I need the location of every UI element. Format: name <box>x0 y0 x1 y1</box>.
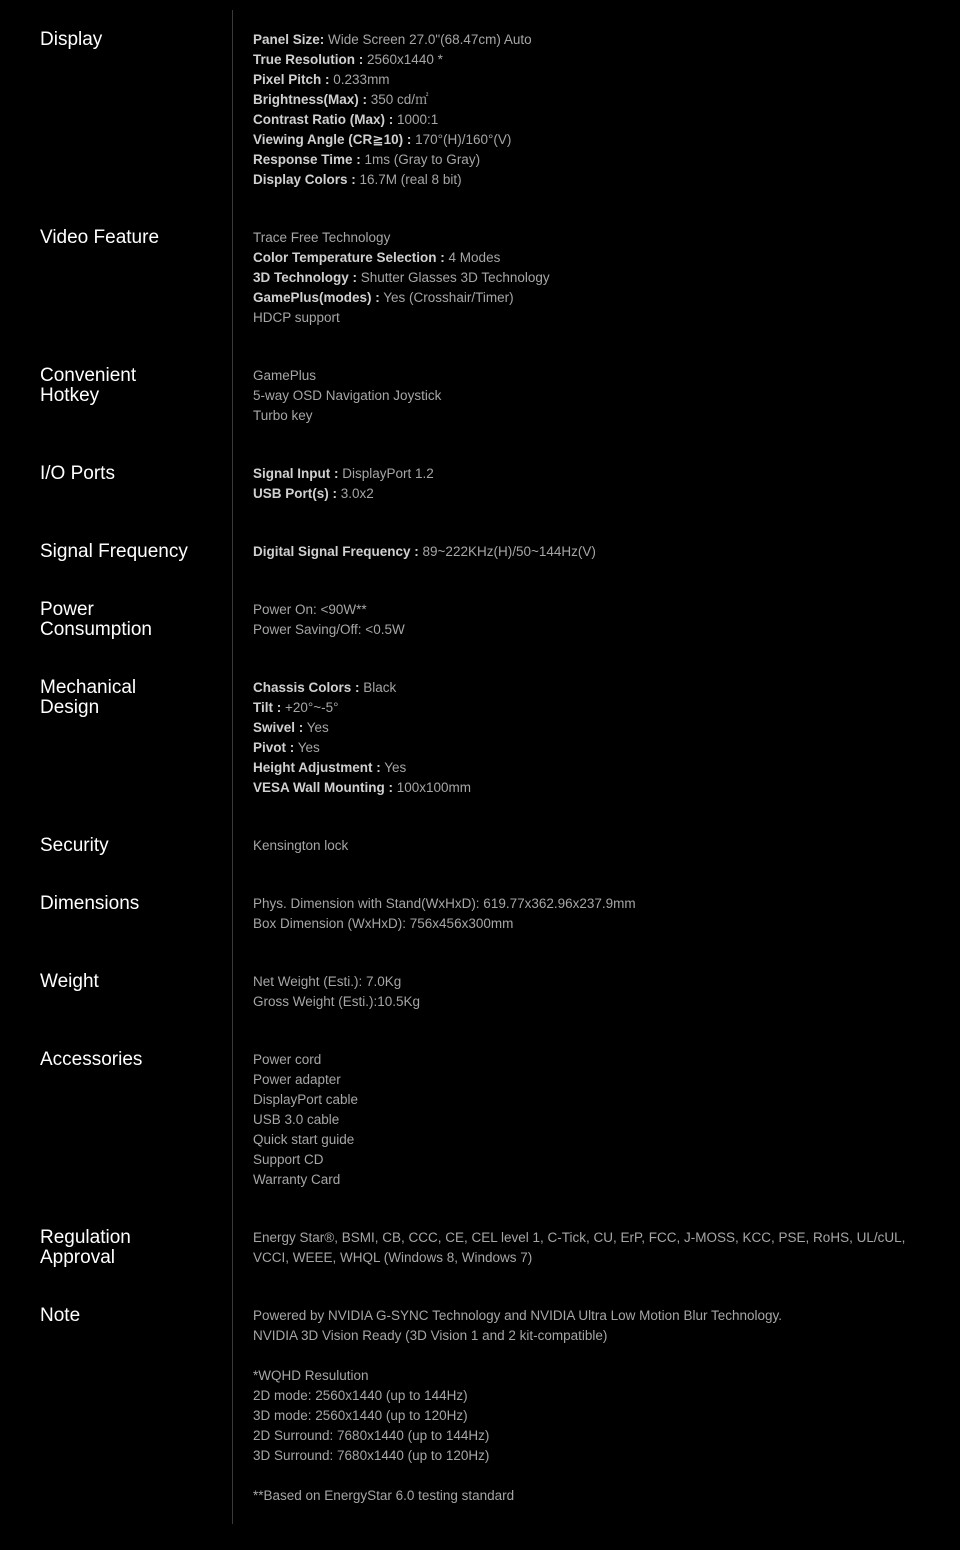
spec-value: Gross Weight (Esti.):10.5Kg <box>253 994 421 1009</box>
spec-value: VCCI, WEEE, WHQL (Windows 8, Windows 7) <box>253 1250 533 1265</box>
spec-values <box>253 1228 913 1268</box>
spec-value: DisplayPort 1.2 <box>338 466 434 481</box>
spec-label <box>40 1228 220 1268</box>
spec-value: Yes (Crosshair/Timer) <box>379 290 514 305</box>
spec-value: Yes <box>380 760 407 775</box>
spec-value: **Based on EnergyStar 6.0 testing standard <box>253 1488 515 1503</box>
spec-label <box>40 600 220 640</box>
spec-key: Display Colors : <box>253 172 356 187</box>
spec-label <box>40 30 220 50</box>
spec-label <box>40 228 220 248</box>
spec-row <box>253 1306 913 1326</box>
spec-value: Power cord <box>253 1052 322 1067</box>
spec-row <box>253 1090 913 1110</box>
spec-key: Brightness(Max) : <box>253 92 368 107</box>
spec-value: Power On: <90W** <box>253 602 367 617</box>
spec-values <box>253 600 913 640</box>
spec-key: USB Port(s) : <box>253 486 337 501</box>
spec-row <box>253 1426 913 1446</box>
spec-row <box>253 1050 913 1070</box>
spec-value: Power adapter <box>253 1072 341 1087</box>
spec-value: Warranty Card <box>253 1172 341 1187</box>
spec-key: Signal Input : <box>253 466 339 481</box>
spec-key: Viewing Angle (CR≧10) : <box>253 132 412 147</box>
spec-row <box>253 70 913 90</box>
spec-value: 3.0x2 <box>337 486 374 501</box>
spec-value: DisplayPort cable <box>253 1092 359 1107</box>
spec-row <box>253 268 913 288</box>
spec-row <box>253 1466 913 1486</box>
spec-row <box>253 170 913 190</box>
spec-value: Energy Star®, BSMI, CB, CCC, CE, CEL level 1, C-Tick, CU, ErP, FCC, J-MOSS, KCC, PSE, RoHS, UL/cUL, <box>253 1230 906 1245</box>
spec-key: Panel Size: <box>253 32 325 47</box>
spec-label-line: Power <box>40 599 94 620</box>
column-divider <box>232 10 233 1524</box>
spec-value: +20°~-5° <box>281 700 339 715</box>
spec-value: Black <box>359 680 397 695</box>
spec-value: Wide Screen 27.0"(68.47cm) Auto <box>324 32 532 47</box>
spec-label <box>40 1050 220 1070</box>
spec-value: Phys. Dimension with Stand(WxHxD): 619.77x362.96x237.9mm <box>253 896 636 911</box>
spec-values <box>253 542 913 562</box>
spec-value: Box Dimension (WxHxD): 756x456x300mm <box>253 916 514 931</box>
spec-label-line: Convenient <box>40 365 137 386</box>
spec-row <box>253 1228 913 1248</box>
spec-row <box>253 288 913 308</box>
spec-key: Height Adjustment : <box>253 760 381 775</box>
spec-label-line: Accessories <box>40 1049 143 1070</box>
spec-key: True Resolution : <box>253 52 364 67</box>
spec-value: Trace Free Technology <box>253 230 391 245</box>
spec-label <box>40 542 220 562</box>
spec-values <box>253 366 913 426</box>
spec-values <box>253 972 913 1012</box>
spec-value: Quick start guide <box>253 1132 355 1147</box>
spec-label-line: Approval <box>40 1247 115 1268</box>
spec-row <box>253 1346 913 1366</box>
spec-row <box>253 1130 913 1150</box>
spec-label-line: Video Feature <box>40 227 160 248</box>
spec-row <box>253 406 913 426</box>
spec-label <box>40 1306 220 1326</box>
spec-key: Chassis Colors : <box>253 680 360 695</box>
spec-label-line: Regulation <box>40 1227 131 1248</box>
spec-label-line: Note <box>40 1305 81 1326</box>
spec-value: Power Saving/Off: <0.5W <box>253 622 405 637</box>
spec-key: Contrast Ratio (Max) : <box>253 112 394 127</box>
spec-key: Pivot : <box>253 740 295 755</box>
spec-values <box>253 464 913 504</box>
spec-row <box>253 1486 913 1506</box>
spec-row <box>253 738 913 758</box>
spec-label <box>40 678 220 718</box>
spec-values <box>253 30 913 190</box>
spec-row <box>253 718 913 738</box>
spec-value: HDCP support <box>253 310 340 325</box>
spec-label-line: Weight <box>40 971 99 992</box>
spec-values <box>253 894 913 934</box>
spec-value: 2D mode: 2560x1440 (up to 144Hz) <box>253 1388 468 1403</box>
spec-value: 3D mode: 2560x1440 (up to 120Hz) <box>253 1408 468 1423</box>
spec-label-line: Dimensions <box>40 893 140 914</box>
spec-value: 350 cd/㎡ <box>367 92 429 107</box>
spec-row <box>253 894 913 914</box>
spec-key: 3D Technology : <box>253 270 358 285</box>
spec-row <box>253 972 913 992</box>
spec-label <box>40 972 220 992</box>
spec-row <box>253 150 913 170</box>
spec-row <box>253 1326 913 1346</box>
spec-values <box>253 1306 913 1506</box>
spec-key: Digital Signal Frequency : <box>253 544 419 559</box>
spec-value: Yes <box>294 740 320 755</box>
spec-row <box>253 110 913 130</box>
spec-value: Support CD <box>253 1152 324 1167</box>
spec-row <box>253 620 913 640</box>
spec-value: 89~222KHz(H)/50~144Hz(V) <box>418 544 596 559</box>
spec-label-line: Display <box>40 29 103 50</box>
spec-label-line: Mechanical <box>40 677 137 698</box>
spec-values <box>253 1050 913 1190</box>
spec-row <box>253 1150 913 1170</box>
spec-row <box>253 778 913 798</box>
spec-key: Response Time : <box>253 152 361 167</box>
spec-label <box>40 836 220 856</box>
spec-value: Shutter Glasses 3D Technology <box>357 270 550 285</box>
spec-label <box>40 366 220 406</box>
spec-row <box>253 914 913 934</box>
spec-label <box>40 894 220 914</box>
spec-value: Kensington lock <box>253 838 349 853</box>
spec-row <box>253 698 913 718</box>
spec-row <box>253 1406 913 1426</box>
spec-value: 1000:1 <box>393 112 439 127</box>
spec-value: NVIDIA 3D Vision Ready (3D Vision 1 and 2 kit-compatible) <box>253 1328 608 1343</box>
spec-value: Powered by NVIDIA G-SYNC Technology and NVIDIA Ultra Low Motion Blur Technology. <box>253 1308 783 1323</box>
spec-key: Pixel Pitch : <box>253 72 330 87</box>
spec-row <box>253 1366 913 1386</box>
spec-row <box>253 308 913 328</box>
spec-key: Tilt : <box>253 700 282 715</box>
spec-row <box>253 1446 913 1466</box>
spec-row <box>253 484 913 504</box>
spec-row <box>253 1248 913 1268</box>
spec-row <box>253 992 913 1012</box>
spec-row <box>253 1110 913 1130</box>
spec-value: Net Weight (Esti.): 7.0Kg <box>253 974 402 989</box>
spec-value: GamePlus <box>253 368 317 383</box>
spec-value: USB 3.0 cable <box>253 1112 340 1127</box>
spec-row <box>253 366 913 386</box>
spec-value: 170°(H)/160°(V) <box>411 132 512 147</box>
spec-row <box>253 464 913 484</box>
spec-key: VESA Wall Mounting : <box>253 780 393 795</box>
spec-value: 16.7M (real 8 bit) <box>355 172 462 187</box>
spec-row <box>253 130 913 150</box>
spec-row <box>253 50 913 70</box>
spec-row <box>253 758 913 778</box>
spec-row <box>253 386 913 406</box>
spec-value: *WQHD Resulution <box>253 1368 369 1383</box>
spec-value: 1ms (Gray to Gray) <box>360 152 481 167</box>
spec-label-line: Security <box>40 835 109 856</box>
spec-label-line: Hotkey <box>40 385 100 406</box>
spec-value: 5-way OSD Navigation Joystick <box>253 388 442 403</box>
spec-row <box>253 1170 913 1190</box>
spec-label <box>40 464 220 484</box>
spec-value: 2D Surround: 7680x1440 (up to 144Hz) <box>253 1428 490 1443</box>
spec-values <box>253 836 913 856</box>
spec-row <box>253 542 913 562</box>
spec-row <box>253 30 913 50</box>
spec-row <box>253 248 913 268</box>
spec-value: 0.233mm <box>329 72 390 87</box>
spec-row <box>253 90 913 110</box>
spec-row <box>253 600 913 620</box>
spec-key: GamePlus(modes) : <box>253 290 380 305</box>
spec-row <box>253 678 913 698</box>
spec-row <box>253 1386 913 1406</box>
spec-value: 3D Surround: 7680x1440 (up to 120Hz) <box>253 1448 490 1463</box>
spec-label-line: Design <box>40 697 100 718</box>
spec-values <box>253 678 913 798</box>
spec-value: 2560x1440 * <box>363 52 443 67</box>
spec-key: Swivel : <box>253 720 304 735</box>
spec-row <box>253 836 913 856</box>
spec-key: Color Temperature Selection : <box>253 250 445 265</box>
spec-label-line: Signal Frequency <box>40 541 188 562</box>
spec-values <box>253 228 913 328</box>
spec-row <box>253 1070 913 1090</box>
spec-label-line: I/O Ports <box>40 463 115 484</box>
spec-label-line: Consumption <box>40 619 152 640</box>
spec-value: 100x100mm <box>392 780 472 795</box>
spec-row <box>253 228 913 248</box>
spec-value: Yes <box>303 720 329 735</box>
spec-value: Turbo key <box>253 408 313 423</box>
spec-value: 4 Modes <box>444 250 501 265</box>
